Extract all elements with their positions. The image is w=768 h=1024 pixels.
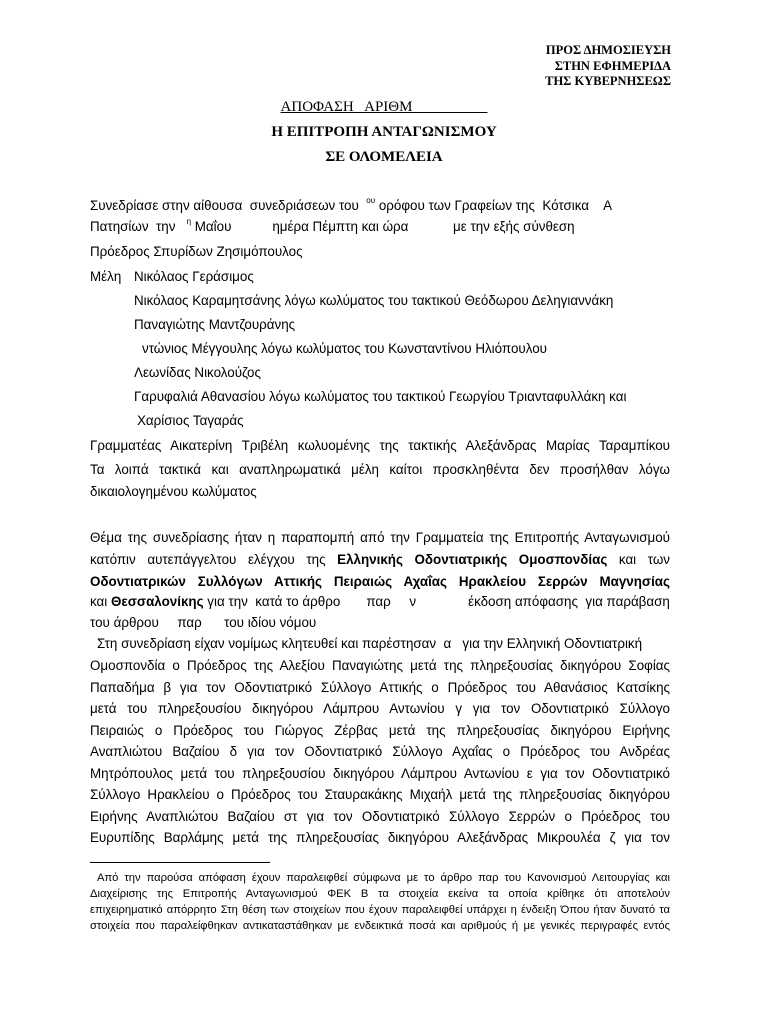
session-text: Συνεδρίασε στην αίθουσα συνεδριάσεων του: [90, 198, 359, 213]
subject-line: Θέμα της συνεδρίασης ήταν η παραπομπή από την Γραμματεία της Επιτροπής Ανταγωνισμού: [90, 530, 670, 545]
publication-line: ΠΡΟΣ ΔΗΜΟΣΙΕΥΣΗ: [545, 43, 671, 57]
hearing-line: Ομοσπονδία ο Πρόεδρος της Αλεξίου Παναγιώτης μετά της πληρεξουσίας δικηγόρου Σοφίας: [90, 658, 670, 673]
session-text: ορόφου των Γραφείων της Κότσικα Α: [378, 198, 613, 213]
footnote-line: επιχειρηματικό απόρρητο Στη θέση των στοιχείων που έχουν παραλειφθεί υπάρχει η ένδειξη Όπου ήταν δυνατό τα: [90, 904, 670, 916]
footnote-line: Διαχείρισης της Επιτροπής Ανταγωνισμού ΦΕΚ Β τα στοιχεία εκείνα τα οποία κρίθηκε ότι αποτελούν: [90, 888, 670, 900]
hearing-line: Σύλλογο Ηρακλείου ο Πρόεδρος του Σταυρακάκης Μιχαήλ μετά της πληρεξουσίας δικηγόρου: [90, 787, 670, 802]
subject-bold-text: Οδοντιατρικών Συλλόγων Αττικής Πειραιώς Αχαΐας Ηρακλείου Σερρών Μαγνησίας: [90, 574, 670, 589]
plenary-title: ΣΕ ΟΛΟΜΕΛΕΙΑ: [325, 149, 443, 165]
subject-text: και: [90, 594, 108, 609]
subject-line: [90, 551, 670, 568]
session-line-1: [90, 197, 670, 216]
secretary-line: Γραμματέας Αικατερίνη Τριβέλη κωλυομένης της τακτικής Αλεξάνδρας Μαρίας Ταραμπίκου: [90, 438, 670, 453]
hearing-line: Ευρυπίδης Βαρλάμης μετά της πληρεξουσίας δικηγόρου Αλεξάνδρας Μικρουλέα ζ για τον: [90, 830, 670, 845]
footnote-separator: [90, 862, 270, 863]
member-line: Παναγιώτης Μαντζουράνης: [134, 317, 296, 332]
hearing-line: Παπαδήμα β για τον Οδοντιατρικό Σύλλογο Αττικής ο Πρόεδρος του Αθανάσιος Κατσίκης: [90, 680, 670, 695]
subject-bold-text: Θεσσαλονίκης: [110, 594, 204, 609]
hearing-line: μετά του πληρεξουσίου δικηγόρου Λάμπρου Αντωνίου γ για τον Οδοντιατρικό Σύλλογο: [90, 701, 670, 716]
hearing-line: Αναπλιώτου Βαζαίου δ για τον Οδοντιατρικό Σύλλογο Αχαΐας ο Πρόεδρος του Ανδρέας: [90, 744, 670, 759]
member-line: Χαρίσιος Ταγαράς: [137, 413, 244, 428]
publication-line: ΣΤΗΝ ΕΦΗΜΕΡΙΔΑ: [554, 58, 671, 73]
member-line: Νικόλαος Γεράσιμος: [134, 269, 254, 284]
member-line: Λεωνίδας Νικολούζος: [134, 365, 261, 380]
hearing-line: Ειρήνης Αναπλιώτου Βαζαίου στ για τον Οδοντιατρικό Σύλλογο Σερρών ο Πρόεδρος του: [90, 809, 670, 824]
superscript: ου: [366, 196, 376, 205]
absent-members-line: Τα λοιπά τακτικά και αναπληρωματικά μέλη καίτοι προσκληθέντα δεν προσήλθαν λόγω: [90, 462, 670, 477]
absent-members-line: δικαιολογημένου κωλύματος: [90, 484, 257, 499]
footnote-line: στοιχεία που παραλείφθηκαν αντικαταστάθηκαν με ενδεικτικά ποσά και αριθμούς ή με γενικές περιγραφές εντός: [90, 920, 670, 932]
session-text: Πατησίων την: [90, 219, 176, 234]
publication-line: ΤΗΣ ΚΥΒΕΡΝΗΣΕΩΣ: [545, 74, 671, 88]
committee-title: Η ΕΠΙΤΡΟΠΗ ΑΝΤΑΓΩΝΙΣΜΟΥ: [271, 124, 497, 140]
subject-bold-text: Ελληνικής Οδοντιατρικής Ομοσπονδίας: [337, 552, 608, 567]
members-label: Μέλη: [90, 269, 122, 284]
hearing-line: Στη συνεδρίαση είχαν νομίμως κλητευθεί και παρέστησαν α για την Ελληνική Οδοντιατρική: [97, 636, 643, 651]
superscript: η: [186, 217, 192, 226]
hearing-line: Μητρόπουλος μετά του πληρεξουσίου δικηγόρου Λάμπρου Αντωνίου ε για τον Οδοντιατρικό: [90, 766, 670, 781]
publication-note: [545, 43, 671, 90]
subject-line: του άρθρου παρ του ιδίου νόμου: [90, 615, 317, 630]
subject-text: κατόπιν αυτεπάγγελτου ελέγχου της: [90, 552, 326, 567]
member-line: ντώνιος Μέγγουλης λόγω κωλύματος του Κωνσταντίνου Ηλιόπουλου: [142, 341, 547, 356]
member-line: Γαρυφαλιά Αθανασίου λόγω κωλύματος του τακτικού Γεωργίου Τριανταφυλλάκη και: [134, 389, 627, 404]
hearing-line: Πειραιώς ο Πρόεδρος του Γιώργος Ζέρβας μετά της πληρεξουσίας δικηγόρου Ειρήνης: [90, 723, 670, 738]
subject-line: [90, 573, 670, 590]
session-line-2: [90, 218, 575, 237]
subject-text: και των: [618, 552, 671, 567]
session-text: Μαΐου ημέρα Πέμπτη και ώρα με την εξής σύνθεση: [194, 219, 575, 234]
president-line: Πρόεδρος Σπυρίδων Ζησιμόπουλος: [90, 244, 303, 259]
member-line: Νικόλαος Καραμητσάνης λόγω κωλύματος του τακτικού Θεόδωρου Δεληγιαννάκη: [134, 293, 614, 308]
footnote-line: Από την παρούσα απόφαση έχουν παραλειφθεί σύμφωνα με το άρθρο παρ του Κανονισμού Λειτουργίας και: [97, 872, 670, 884]
subject-text: για την κατά το άρθρο παρ ν έκδοση απόφασης για παράβαση: [207, 594, 670, 609]
decision-number-title: ΑΠΟΦΑΣΗ ΑΡΙΘΜ: [280, 99, 488, 115]
subject-line: [90, 593, 670, 610]
